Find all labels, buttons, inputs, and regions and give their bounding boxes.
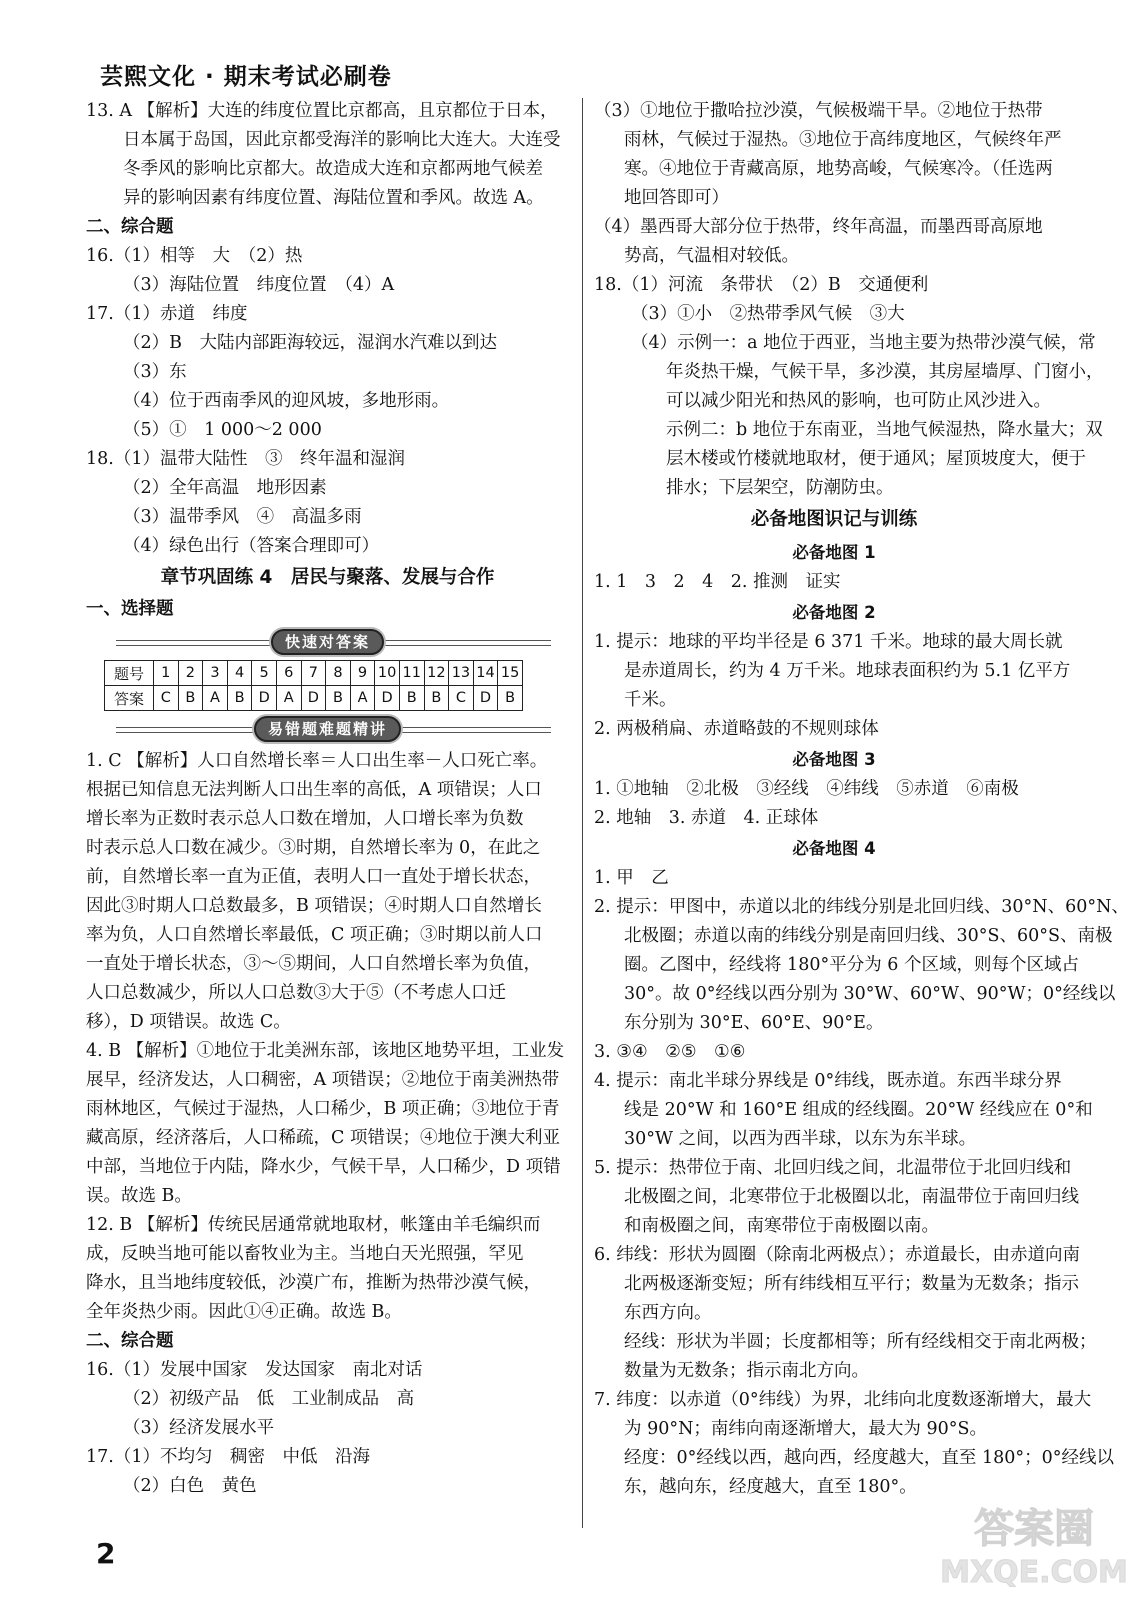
table-cell: 7 [301, 661, 326, 686]
map4-title: 必备地图 4 [792, 839, 876, 858]
text-line: 2. 地轴 3. 赤道 4. 正球体 [594, 808, 819, 828]
answer-q13 [86, 97, 569, 213]
table-cell: A [276, 686, 301, 711]
answer-q17-4 [594, 213, 1074, 271]
table-cell: B [326, 686, 351, 711]
table-row-numbers [105, 661, 523, 686]
book-header-title: 芸熙文化 · 期末考试必刷卷 [100, 64, 392, 90]
table-cell: D [375, 686, 400, 711]
text-line: 1. 甲 乙 [594, 868, 669, 888]
text-line: 北极圈；赤道以南的纬线分别是南回归线、30°S、60°S、南极 [624, 926, 1113, 946]
text-line: 一直处于增长状态，③～⑤期间，人口自然增长率为负值， [86, 954, 541, 974]
answer-q17-3 [594, 97, 1074, 213]
text-line: 3. ③④ ②⑤ ①⑥ [594, 1042, 746, 1062]
table-cell: 14 [473, 661, 498, 686]
text-line: 排水；下层架空，防潮防虫。 [666, 478, 894, 498]
map1-title: 必备地图 1 [792, 543, 876, 562]
text-line: 异的影响因素有纬度位置、海陆位置和季风。故选 A。 [123, 188, 544, 208]
text-line: 东，越向东，经度越大，直至 180°。 [624, 1477, 917, 1497]
table-cell: 11 [399, 661, 424, 686]
text-line: 冬季风的影响比京都大。故造成大连和京都两地气候差 [123, 159, 543, 179]
text-line: （2）B 大陆内部距海较远，湿润水汽难以到达 [123, 333, 497, 353]
text-line: 势高，气温相对较低。 [624, 246, 799, 266]
text-line: 数量为无数条；指示南北方向。 [624, 1361, 869, 1381]
map3-title: 必备地图 3 [792, 750, 876, 769]
table-cell: 2 [178, 661, 203, 686]
answer-table [104, 660, 523, 711]
table-cell: 13 [449, 661, 474, 686]
text-line: 经线：形状为半圆；长度都相等；所有经线相交于南北两极； [624, 1332, 1097, 1352]
text-line: 雨林地区，气候过于湿热，人口稀少，B 项正确；③地位于青 [86, 1099, 560, 1119]
table-cell: 8 [326, 661, 351, 686]
text-line: 18.（1）温带大陆性 ③ 终年温和湿润 [86, 449, 405, 469]
text-line: 雨林，气候过于湿热。③地位于高纬度地区，气候终年严 [624, 130, 1062, 150]
text-line: 全年炎热少雨。因此①④正确。故选 B。 [86, 1302, 402, 1322]
table-cell: D [252, 686, 277, 711]
text-line: （3）①地位于撒哈拉沙漠，气候极端干旱。②地位于热带 [594, 101, 1043, 121]
text-line: 东西方向。 [624, 1303, 712, 1323]
text-line: （4）示例一：a 地位于西亚，当地主要为热带沙漠气候，常 [631, 333, 1096, 353]
table-cell: 3 [203, 661, 228, 686]
table-cell: B [227, 686, 252, 711]
text-line: （4）绿色出行（答案合理即可） [123, 536, 380, 556]
table-cell: B [178, 686, 203, 711]
text-line: 千米。 [624, 690, 677, 710]
banner-label: 快速对答案 [271, 629, 384, 655]
text-line: 示例二：b 地位于东南亚，当地气候湿热，降水量大；双 [666, 420, 1103, 440]
table-cell: B [424, 686, 449, 711]
text-line: 为 90°N；南纬向南逐渐增大，最大为 90°S。 [624, 1419, 987, 1439]
text-line: 率为负，人口自然增长率最低，C 项正确；③时期以前人口 [86, 925, 543, 945]
table-cell: 1 [154, 661, 179, 686]
text-line: （3）温带季风 ④ 高温多雨 [123, 507, 362, 527]
text-line: 北两极逐渐变短；所有纬线相互平行；数量为无数条；指示 [624, 1274, 1079, 1294]
section-label: 二、综合题 [86, 1331, 174, 1351]
text-line: 层木楼或竹楼就地取材，便于通风；屋顶坡度大，便于 [666, 449, 1086, 469]
table-row-answers [105, 686, 523, 711]
answer-q12 [86, 1211, 569, 1327]
text-line: （3）东 [123, 362, 187, 382]
text-line: 北极圈之间，北寒带位于北极圈以北，南温带位于南回归线 [624, 1187, 1079, 1207]
text-line: 18.（1）河流 条带状 （2）B 交通便利 [594, 275, 929, 295]
answer-q1 [86, 747, 569, 1037]
text-line: 1. ①地轴 ②北极 ③经线 ④纬线 ⑤赤道 ⑥南极 [594, 779, 1019, 799]
text-line: 根据已知信息无法判断人口出生率的高低，A 项错误；人口 [86, 780, 542, 800]
text-line: 17.（1）不均匀 稠密 中低 沿海 [86, 1447, 370, 1467]
answer-q18 [86, 445, 569, 561]
text-line: （2）白色 黄色 [123, 1476, 257, 1496]
text-line: 4. 提示：南北半球分界线是 0°纬线，既赤道。东西半球分界 [594, 1071, 1062, 1091]
text-line: 圈。乙图中，经线将 180°平分为 6 个区域，则每个区域占 [624, 955, 1079, 975]
text-line: 1. 提示：地球的平均半径是 6 371 千米。地球的最大周长就 [594, 632, 1063, 652]
text-line: 可以减少阳光和热风的影响，也可防止风沙进入。 [666, 391, 1051, 411]
text-line: （4）位于西南季风的迎风坡，多地形雨。 [123, 391, 450, 411]
table-cell: 6 [276, 661, 301, 686]
watermark-url: MXQE.COM [940, 1555, 1128, 1590]
table-cell: 10 [375, 661, 400, 686]
text-line: （4）墨西哥大部分位于热带，终年高温，而墨西哥高原地 [594, 217, 1043, 237]
text-line: 5. 提示：热带位于南、北回归线之间，北温带位于北回归线和 [594, 1158, 1072, 1178]
left-column [86, 97, 569, 1501]
table-cell: 4 [227, 661, 252, 686]
banner-label: 易错题难题精讲 [254, 716, 401, 742]
text-line: 地回答即可） [624, 188, 729, 208]
text-line: 时表示总人口数在减少。③时期，自然增长率为 0，在此之 [86, 838, 541, 858]
text-line: 4. B 【解析】①地位于北美洲东部，该地区地势平坦，工业发 [86, 1041, 565, 1061]
table-cell: C [449, 686, 474, 711]
text-line: 1. 1 3 2 4 2. 推测 证实 [594, 572, 841, 592]
table-cell: 12 [424, 661, 449, 686]
table-cell: B [399, 686, 424, 711]
text-line: 13. A 【解析】大连的纬度位置比京都高，且京都位于日本， [86, 101, 558, 121]
map-section-title: 必备地图识记与训练 [750, 509, 918, 530]
text-line: 降水，且当地纬度较低，沙漠广布，推断为热带沙漠气候， [86, 1273, 541, 1293]
answer-q17b [86, 1443, 569, 1501]
section-label: 二、综合题 [86, 217, 174, 237]
quick-answer-banner [86, 629, 569, 655]
map2-title: 必备地图 2 [792, 603, 876, 622]
text-line: 东分别为 30°E、60°E、90°E。 [624, 1013, 884, 1033]
text-line: 7. 纬度：以赤道（0°纬线）为界，北纬向北度数逐渐增大，最大 [594, 1390, 1092, 1410]
text-line: 经度：0°经线以西，越向西，经度越大，直至 180°；0°经线以 [624, 1448, 1114, 1468]
text-line: 是赤道周长，约为 4 万千米。地球表面积约为 5.1 亿平方 [624, 661, 1071, 681]
table-header-cell: 题号 [105, 661, 154, 686]
text-line: 30°W 之间，以西为西半球，以东为东半球。 [624, 1129, 977, 1149]
answer-q17 [86, 300, 569, 445]
table-cell: 9 [350, 661, 375, 686]
text-line: 寒。④地位于青藏高原，地势高峻，气候寒冷。（任选两 [624, 159, 1053, 179]
table-cell: C [154, 686, 179, 711]
right-column [594, 97, 1129, 1502]
answer-q16 [86, 242, 569, 300]
text-line: 线是 20°W 和 160°E 组成的经线圈。20°W 经线应在 0°和 [624, 1100, 1093, 1120]
text-line: （2）全年高温 地形因素 [123, 478, 327, 498]
hard-question-banner [86, 716, 569, 742]
text-line: （5）① 1 000～2 000 [123, 420, 322, 440]
table-cell: B [498, 686, 523, 711]
text-line: 误。故选 B。 [86, 1186, 192, 1206]
text-line: 藏高原，经济落后，人口稀疏，C 项错误；④地位于澳大利亚 [86, 1128, 560, 1148]
text-line: 因此③时期人口总数最多，B 项错误；④时期人口自然增长 [86, 896, 542, 916]
table-cell: D [301, 686, 326, 711]
table-cell: A [203, 686, 228, 711]
table-cell: A [350, 686, 375, 711]
text-line: 日本属于岛国，因此京都受海洋的影响比大连大。大连受 [123, 130, 561, 150]
watermark-logo [938, 1498, 1130, 1592]
section-label: 一、选择题 [86, 599, 174, 619]
text-line: 17.（1）赤道 纬度 [86, 304, 248, 324]
text-line: 2. 提示：甲图中，赤道以北的纬线分别是北回归线、30°N、60°N、 [594, 897, 1129, 917]
text-line: 16.（1）相等 大 （2）热 [86, 246, 303, 266]
text-line: 中部，当地位于内陆，降水少，气候干旱，人口稀少，D 项错 [86, 1157, 561, 1177]
text-line: 展早，经济发达，人口稠密，A 项错误；②地位于南美洲热带 [86, 1070, 560, 1090]
text-line: 16.（1）发展中国家 发达国家 南北对话 [86, 1360, 423, 1380]
page-number: 2 [96, 1537, 116, 1570]
table-cell: D [473, 686, 498, 711]
answer-q4 [86, 1037, 569, 1211]
text-line: 6. 纬线：形状为圆圈（除南北两极点）；赤道最长，由赤道向南 [594, 1245, 1081, 1265]
text-line: 前，自然增长率一直为正值，表明人口一直处于增长状态， [86, 867, 541, 887]
table-cell: 5 [252, 661, 277, 686]
answer-q18-right [594, 271, 1104, 503]
answer-q16b [86, 1356, 569, 1443]
table-cell: 15 [498, 661, 523, 686]
text-line: （2）初级产品 低 工业制成品 高 [123, 1389, 415, 1409]
text-line: 移），D 项错误。故选 C。 [86, 1012, 291, 1032]
text-line: 和南极圈之间，南寒带位于南极圈以南。 [624, 1216, 939, 1236]
text-line: 2. 两极稍扁、赤道略鼓的不规则球体 [594, 719, 879, 739]
text-line: （3）①小 ②热带季风气候 ③大 [631, 304, 905, 324]
text-line: （3）海陆位置 纬度位置 （4）A [123, 275, 395, 295]
text-line: 年炎热干燥，气候干旱，多沙漠，其房屋墙厚、门窗小， [666, 362, 1104, 382]
column-divider [582, 98, 583, 1528]
text-line: 12. B 【解析】传统民居通常就地取材，帐篷由羊毛编织而 [86, 1215, 541, 1235]
text-line: 30°。故 0°经线以西分别为 30°W、60°W、90°W；0°经线以 [624, 984, 1116, 1004]
text-line: 人口总数减少，所以人口总数③大于⑤（不考虑人口迁 [86, 983, 506, 1003]
watermark-text: 答案圈 [974, 1506, 1094, 1552]
text-line: 成，反映当地可能以畜牧业为主。当地白天光照强，罕见 [86, 1244, 524, 1264]
text-line: 1. C 【解析】人口自然增长率＝人口出生率－人口死亡率。 [86, 751, 548, 771]
text-line: 增长率为正数时表示总人口数在增加，人口增长率为负数 [86, 809, 524, 829]
chapter-title: 章节巩固练 4 居民与聚落、发展与合作 [160, 567, 495, 588]
text-line: （3）经济发展水平 [123, 1418, 275, 1438]
table-header-cell: 答案 [105, 686, 154, 711]
